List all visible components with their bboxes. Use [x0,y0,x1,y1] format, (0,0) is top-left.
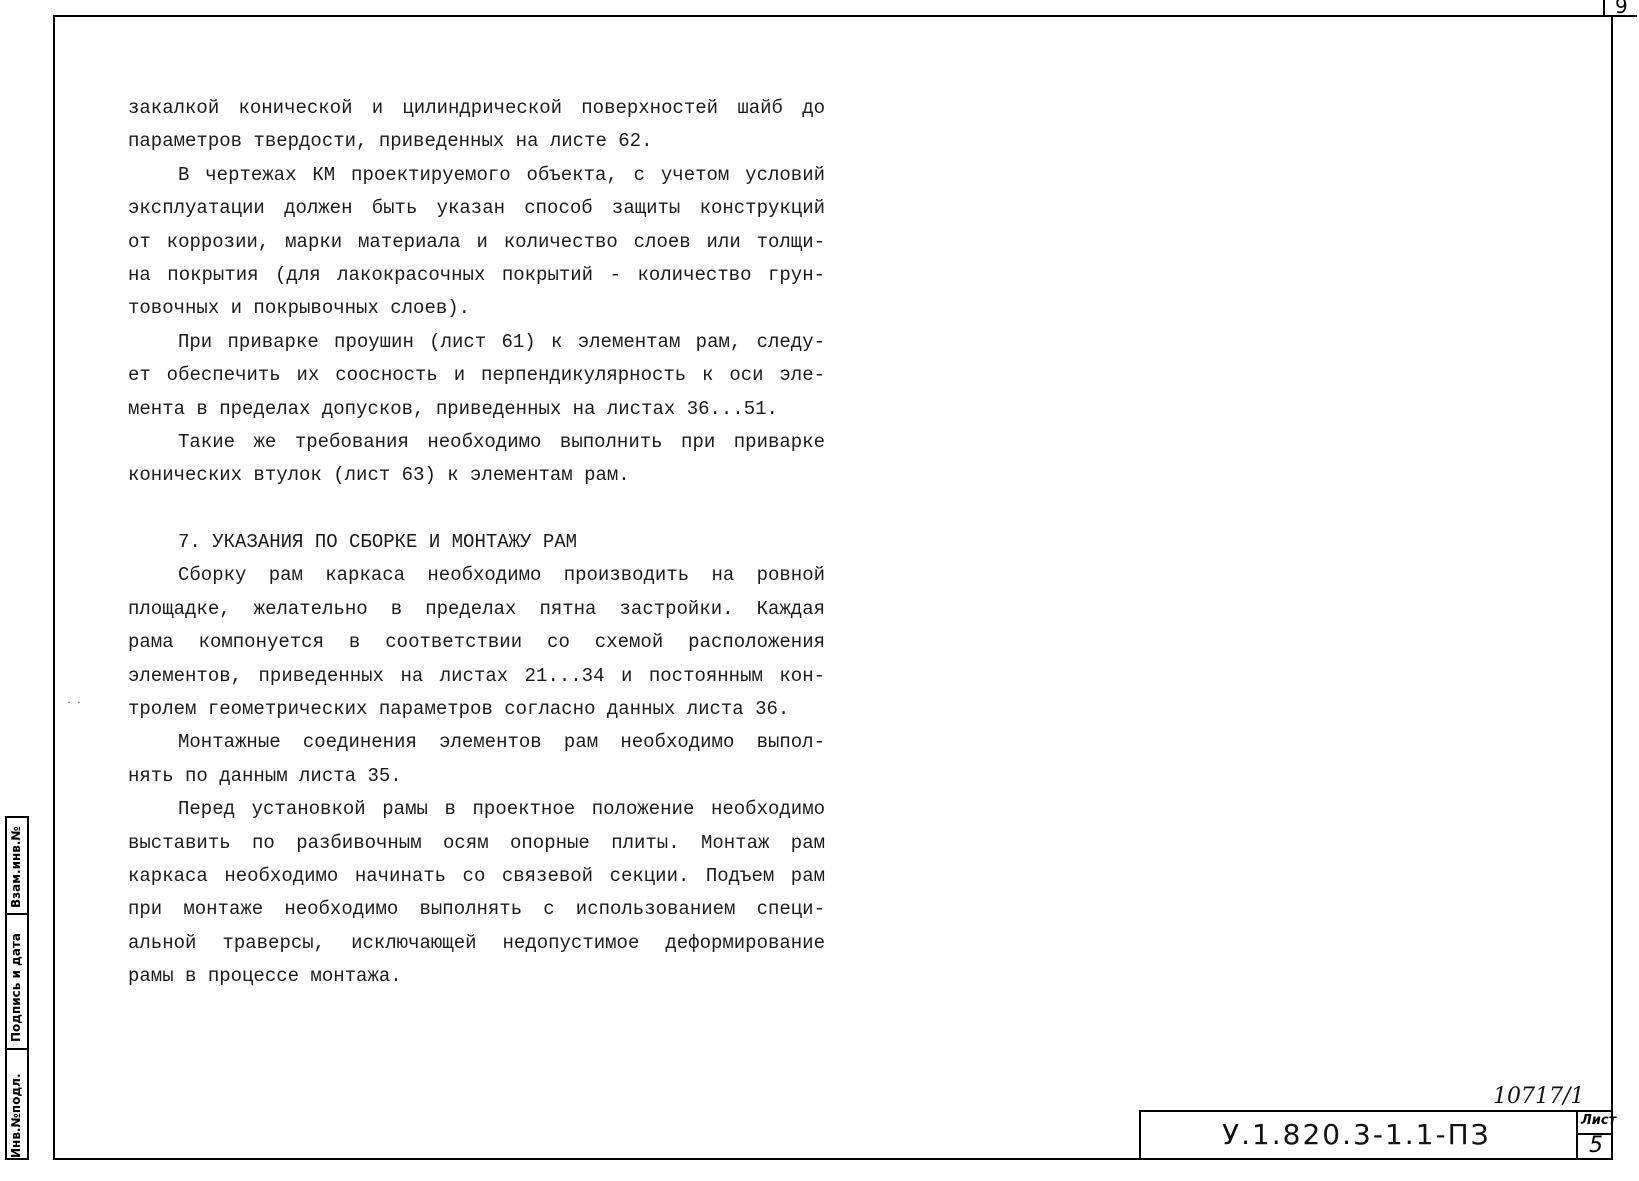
text-line: закалкой конической и цилиндрической поверхностей шайб до [128,97,825,119]
text-line: на покрытия (для лакокрасочных покрытий - количество грун- [128,263,825,286]
text-line: товочных и покрывочных слоев). [128,297,471,320]
text-line: мента в пределах допусков, приведенных на листах 36...51. [128,397,778,420]
text-line: конических втулок (лист 63) к элементам рам. [128,464,630,487]
text-line: выставить по разбивочным осям опорные плиты. Монтаж рам [128,831,825,854]
text-line: при монтаже необходимо выполнять с использованием специ- [128,898,825,921]
text-line: Перед установкой рамы в проектное положение необходимо [178,798,825,821]
corner-page-number: 9 [1615,0,1628,18]
strip-label-inv-podl: Инв.№подл. [9,1073,23,1158]
text-line: площадке, желательно в пределах пятна застройки. Каждая [128,597,825,620]
text-line: альной траверсы, исключающей недопустимое деформирование [128,931,825,954]
section-gap [128,493,825,526]
handwritten-number: 10717/1 [1493,1084,1585,1109]
document-code: У.1.820.3-1.1-ПЗ [1222,1118,1491,1151]
text-line: Монтажные соединения элементов рам необходимо выпол- [178,731,825,754]
strip-label-vzam-inv: Взам.инв.№ [9,826,23,908]
text-line: тролем геометрических параметров согласно данных листа 36. [128,698,790,721]
scan-mark: ˙ ˙ [66,700,82,714]
text-line: нять по данным листа 35. [128,764,402,787]
text-line: Сборку рам каркаса необходимо производить на ровной [178,564,825,587]
section-heading: 7. УКАЗАНИЯ ПО СБОРКЕ И МОНТАЖУ РАМ [178,531,578,554]
text-line: параметров твердости, приведенных на листе 62. [128,130,653,153]
text-line: рамы в процессе монтажа. [128,965,402,988]
strip-divider [7,1048,27,1050]
strip-divider [7,913,27,915]
text-line: В чертежах КМ проектируемого объекта, с учетом условий [178,163,825,186]
strip-label-signature-date: Подпись и дата [9,933,23,1042]
text-line: Такие же требования необходимо выполнить при приварке [178,430,825,453]
sheet-number: 5 [1589,1133,1603,1158]
text-line: При приварке проушин (лист 61) к элементам рам, следу- [178,330,825,353]
text-line: каркаса необходимо начинать со связевой секции. Подъем рам [128,864,825,887]
text-line: эксплуатации должен быть указан способ защиты конструкций [128,197,825,220]
sheet-label: Лист [1581,1113,1617,1128]
body-text [128,92,825,994]
text-line: ет обеспечить их соосность и перпендикулярность к оси эле- [128,364,825,387]
text-line: от коррозии, марки материала и количество слоев или толщи- [128,230,825,253]
text-line: рама компонуется в соответствии со схемой расположения [128,631,825,654]
text-line: элементов, приведенных на листах 21...34 и постоянным кон- [128,664,825,687]
